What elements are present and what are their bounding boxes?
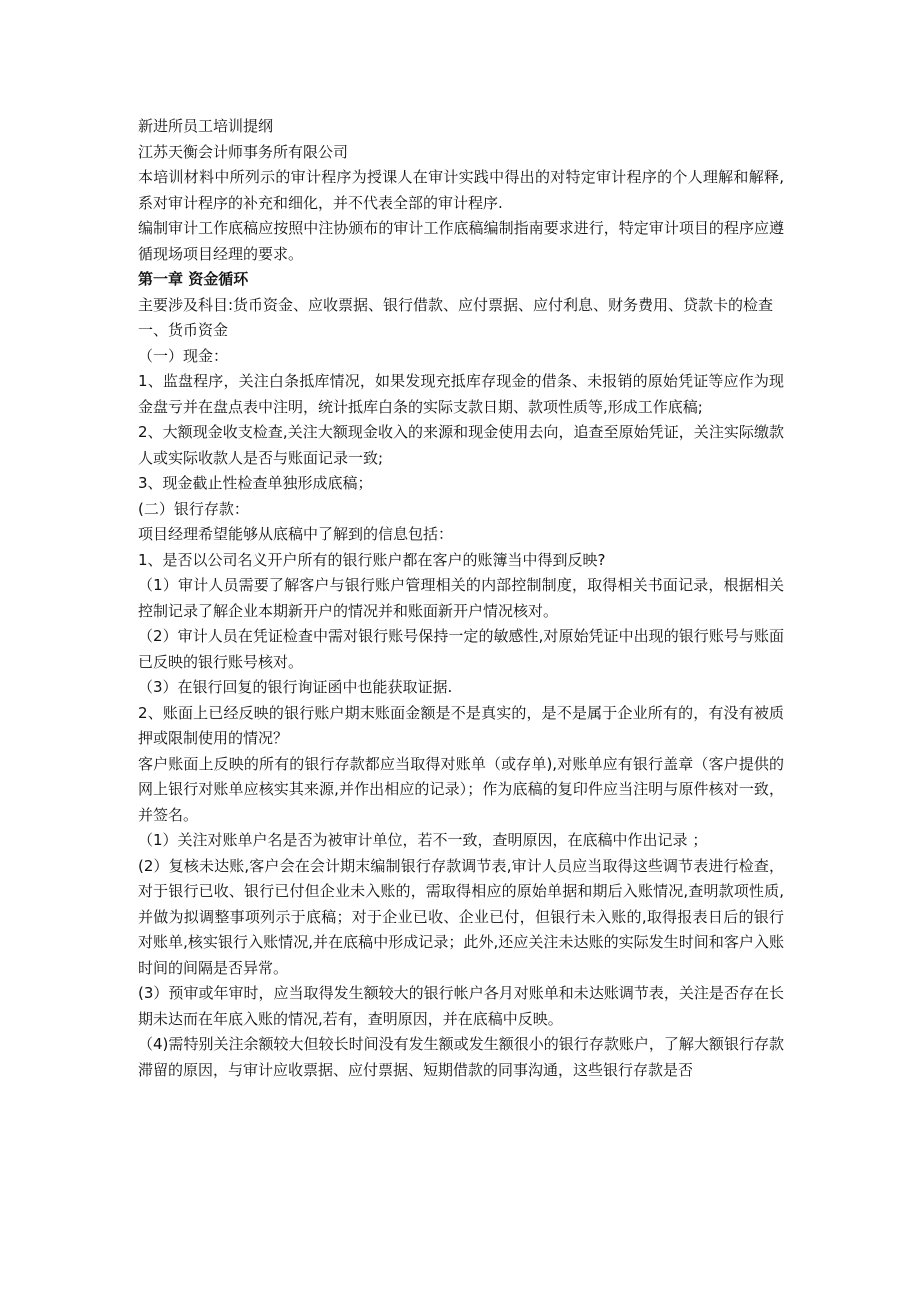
intro-paragraph-1: 本培训材料中所列示的审计程序为授课人在审计实践中得出的对特定审计程序的个人理解和解释,系对审计程序的补充和细化，并不代表全部的审计程序. bbox=[138, 168, 784, 212]
subsection-cash-heading: （一）现金： bbox=[138, 346, 229, 365]
cash-item-3: 3、现金截止性检查单独形成底稿； bbox=[138, 474, 373, 492]
bank-question-2-point-4: （4)需特别关注余额较大但较长时间没有发生额或发生额很小的银行存款账户，了解大额银行存款滞留的原因，与审计应收票据、应付票据、短期借款的同事沟通，这些银行存款是否 bbox=[138, 1035, 784, 1079]
bank-question-2-point-1: （1）关注对账单户名是否为被审计单位，若不一致，查明原因，在底稿中作出记录 ； bbox=[138, 831, 708, 849]
intro-paragraph-2: 编制审计工作底稿应按照中注协颁布的审计工作底稿编制指南要求进行，特定审计项目的程序应遵循现场项目经理的要求。 bbox=[138, 219, 784, 263]
section-1-heading: 一、货币资金 bbox=[138, 321, 229, 339]
bank-question-2-point-3: (3）预审或年审时，应当取得发生额较大的银行帐户各月对账单和未达账调节表，关注是否存在长期未达而在年底入账的情况,若有，查明原因，并在底稿中反映。 bbox=[138, 984, 784, 1028]
bank-question-2: 2、账面上已经反映的银行账户期末账面金额是不是真实的，是不是属于企业所有的，有没有被质押或限制使用的情况？ bbox=[138, 703, 784, 747]
subsection-bank-heading: (二）银行存款： bbox=[138, 499, 249, 518]
cash-item-1: 1、监盘程序，关注白条抵库情况，如果发现充抵库存现金的借条、未报销的原始凭证等应作为现金盘亏并在盘点表中注明，统计抵库白条的实际支款日期、款项性质等,形成工作底稿; bbox=[138, 372, 784, 416]
bank-question-2-point-2: (2）复核未达账,客户会在会计期末编制银行存款调节表,审计人员应当取得这些调节表进行检查，对于银行已收、银行已付但企业未入账的，需取得相应的原始单据和期后入账情况,查明款项性质,并做为拟调整事项列示于底稿；对于企业已收、企业已付，但银行未入账的,取得报表日后的银行对账单,核实银行入账情况,并在底稿中形成记录；此外,还应关注未达账的实际发生时间和客户入账时间的间隔是否异常。 bbox=[138, 856, 784, 977]
bank-question-1-point-1: （1）审计人员需要了解客户与银行账户管理相关的内部控制制度，取得相关书面记录，根据相关控制记录了解企业本期新开户的情况并和账面新开户情况核对。 bbox=[138, 576, 784, 620]
bank-intro: 项目经理希望能够从底稿中了解到的信息包括： bbox=[138, 525, 454, 543]
bank-question-2-intro: 客户账面上反映的所有的银行存款都应当取得对账单（或存单),对账单应有银行盖章（客户提供的网上银行对账单应核实其来源,并作出相应的记录）；作为底稿的复印件应当注明与原件核对一致，并签名。 bbox=[138, 754, 784, 824]
bank-question-1: 1、是否以公司名义开户所有的银行账户都在客户的账簿当中得到反映? bbox=[138, 550, 606, 569]
cash-item-2: 2、大额现金收支检查,关注大额现金收入的来源和现金使用去向，追查至原始凭证，关注实际缴款人或实际收款人是否与账面记录一致; bbox=[138, 423, 784, 467]
bank-question-1-point-3: （3）在银行回复的银行询证函中也能获取证据. bbox=[138, 678, 453, 696]
document-page bbox=[138, 114, 784, 1083]
chapter-1-subjects: 主要涉及科目:货币资金、应收票据、银行借款、应付票据、应付利息、财务费用、贷款卡的检查 bbox=[138, 295, 774, 314]
document-title: 新进所员工培训提纲 bbox=[138, 117, 274, 135]
company-name: 江苏天衡会计师事务所有限公司 bbox=[138, 142, 349, 161]
bank-question-1-point-2: （2）审计人员在凭证检查中需对银行账号保持一定的敏感性,对原始凭证中出现的银行账号与账面已反映的银行账号核对。 bbox=[138, 627, 784, 671]
chapter-1-heading: 第一章 资金循环 bbox=[138, 270, 249, 288]
